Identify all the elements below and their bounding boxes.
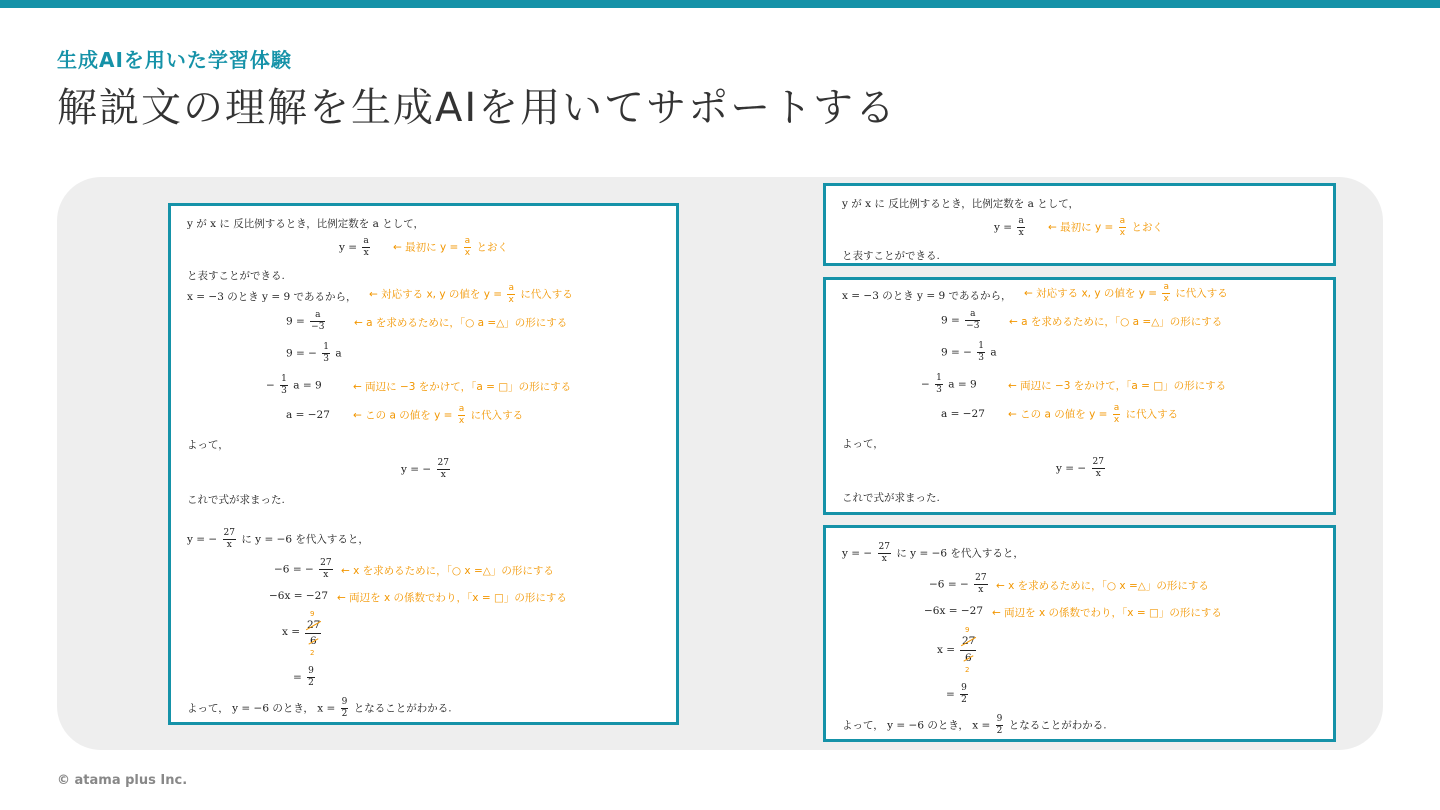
annotation: ← 両辺に −3 をかけて，「a = □」の形にする: [1008, 380, 1227, 392]
numerator: 1: [936, 373, 942, 383]
eq-tail: a = 9: [293, 379, 322, 392]
left-solution-card: [168, 203, 679, 725]
numerator: a: [464, 236, 471, 246]
eq-lhs: y = −: [1056, 462, 1087, 475]
text-line: これで式が求まった.: [842, 492, 940, 504]
equation: [994, 216, 1027, 239]
text-line: y が x に 反比例するとき，比例定数を a として，: [187, 218, 425, 230]
fraction: [341, 697, 349, 720]
annotation: [1024, 282, 1228, 305]
eq-tail: a: [990, 346, 997, 359]
eq-lhs: 9 =: [286, 315, 305, 328]
denominator: 2: [308, 678, 314, 688]
fraction: [974, 573, 987, 596]
numerator: a: [363, 236, 369, 246]
equation: [187, 528, 369, 551]
denominator: x: [508, 295, 514, 305]
numerator: 27: [1092, 457, 1104, 467]
eq-lhs: −6 = −: [274, 563, 314, 576]
text-line: よって，: [187, 439, 229, 451]
equation: [921, 373, 977, 396]
cancel-mark: 9: [965, 626, 970, 634]
denominator: x: [323, 570, 329, 580]
fraction: [310, 310, 325, 333]
equation: a = −27: [286, 409, 330, 421]
numerator: a: [965, 309, 980, 321]
fraction: [507, 283, 515, 306]
numerator: 9: [961, 683, 967, 693]
eq-lhs: よって， y = −6 のとき， x =: [187, 702, 336, 715]
numerator: a: [1119, 216, 1126, 226]
annotation-text: ← 最初に y =: [393, 241, 459, 254]
right-step1-card: [823, 183, 1336, 266]
fraction: [458, 404, 466, 427]
denominator: x: [458, 416, 465, 426]
annotation-text: ← 対応する x, y の値を y =: [369, 288, 503, 301]
equation: [339, 236, 372, 259]
equation: [401, 458, 452, 481]
numerator: 27: [437, 458, 449, 468]
top-accent-bar: [0, 0, 1440, 8]
fraction: [319, 558, 332, 581]
equation-lhs: x =: [282, 626, 301, 638]
eq-lhs: y =: [994, 221, 1013, 234]
right-step2-card: [823, 277, 1336, 515]
equation: −6x = −27: [269, 590, 329, 602]
fraction-bar: [305, 633, 321, 634]
equation: a = −27: [941, 408, 985, 420]
text-line: これで式が求まった.: [187, 494, 285, 506]
annotation: [369, 283, 573, 306]
eq-lhs: y =: [339, 241, 358, 254]
annotation: ← 両辺を x の係数でわり，「x = □」の形にする: [992, 607, 1222, 619]
slide-subtitle: 生成AIを用いた学習体験: [57, 48, 292, 72]
numerator: a: [1163, 282, 1169, 292]
eq-lhs: =: [293, 671, 302, 684]
text-line: と表すことができる.: [187, 270, 285, 282]
annotation: ← x を求めるために，「○ x =△」の形にする: [996, 580, 1209, 592]
equation: [286, 342, 342, 365]
annotation-tail: に代入する: [1125, 408, 1179, 421]
numerator: a: [310, 310, 325, 322]
equation: [1056, 457, 1107, 480]
denominator: x: [978, 585, 984, 595]
equation: [286, 310, 327, 333]
equation-lhs: x =: [937, 644, 956, 656]
fraction: [1092, 457, 1105, 480]
crossed-numerator: 27: [962, 635, 976, 647]
numerator: a: [1113, 403, 1120, 413]
equation: [266, 374, 322, 397]
annotation-text: ← 対応する x, y の値を y =: [1024, 287, 1158, 300]
annotation-tail: とおく: [1131, 221, 1164, 234]
eq-tail: となることがわかる.: [1008, 719, 1107, 732]
fraction: [935, 373, 943, 396]
numerator: 27: [320, 558, 332, 568]
fraction: [280, 374, 288, 397]
conclusion-line: [187, 697, 452, 720]
annotation: [1048, 216, 1163, 239]
eq-tail: に y = −6 を代入すると，: [896, 547, 1024, 560]
eq-tail: となることがわかる.: [353, 702, 452, 715]
text-line: x = −3 のとき y = 9 であるから，: [187, 291, 357, 303]
eq-lhs: y = −: [401, 463, 432, 476]
numerator: 1: [281, 374, 287, 384]
crossed-denominator: 6: [310, 635, 317, 647]
denominator: x: [1095, 469, 1101, 479]
numerator: 27: [975, 573, 987, 583]
equation: [293, 666, 317, 689]
slide-title: 解説文の理解を生成AIを用いてサポートする: [57, 85, 897, 131]
equation: [941, 309, 982, 332]
annotation: ← 両辺に −3 をかけて，「a = □」の形にする: [353, 381, 572, 393]
cancel-mark: 2: [965, 666, 970, 674]
fraction: [307, 666, 315, 689]
fraction: [1113, 403, 1121, 426]
fraction: [464, 236, 472, 259]
fraction: [322, 342, 330, 365]
numerator: 9: [308, 666, 314, 676]
annotation: ← x を求めるために，「○ x =△」の形にする: [341, 565, 554, 577]
fraction: [960, 683, 968, 706]
numerator: 27: [223, 528, 235, 538]
numerator: a: [1018, 216, 1024, 226]
equation: [842, 542, 1024, 565]
annotation-text: ← この a の値を y =: [353, 409, 453, 422]
equation: [941, 341, 997, 364]
denominator: 3: [936, 385, 942, 395]
text-line: x = −3 のとき y = 9 であるから，: [842, 290, 1012, 302]
text-line: と表すことができる.: [842, 250, 940, 262]
eq-lhs: 9 = −: [286, 347, 317, 360]
eq-lhs: −6 = −: [929, 578, 969, 591]
fraction: [1017, 216, 1024, 239]
denominator: 2: [996, 726, 1003, 736]
fraction: [977, 341, 985, 364]
numerator: 9: [341, 697, 348, 707]
text-line: y が x に 反比例するとき，比例定数を a として，: [842, 198, 1080, 210]
eq-lhs: 9 =: [941, 314, 960, 327]
numerator: a: [508, 283, 514, 293]
annotation-tail: に代入する: [470, 409, 524, 422]
denominator: 3: [281, 386, 287, 396]
fraction: [1119, 216, 1127, 239]
cancel-mark: 2: [310, 649, 315, 657]
numerator: 27: [878, 542, 890, 552]
denominator: x: [363, 248, 369, 258]
annotation: ← a を求めるために，「○ a =△」の形にする: [354, 317, 568, 329]
eq-lhs: −: [266, 379, 275, 392]
eq-lhs: =: [946, 688, 955, 701]
cancel-mark: 9: [310, 610, 315, 618]
fraction: [437, 458, 450, 481]
denominator: x: [881, 554, 887, 564]
numerator: 1: [323, 342, 330, 352]
eq-lhs: y = −: [842, 547, 873, 560]
equation: [274, 558, 335, 581]
denominator: 2: [341, 709, 348, 719]
fraction: [878, 542, 891, 565]
eq-lhs: −: [921, 378, 930, 391]
denominator: x: [1163, 294, 1169, 304]
text-line: よって，: [842, 438, 884, 450]
annotation-text: ← この a の値を y =: [1008, 408, 1108, 421]
denominator: x: [440, 470, 446, 480]
annotation: [1008, 403, 1178, 426]
denominator: x: [226, 540, 232, 550]
denominator: x: [464, 248, 471, 258]
equation: [946, 683, 970, 706]
equation: [929, 573, 990, 596]
fraction: [1162, 282, 1170, 305]
annotation: [353, 404, 523, 427]
right-step3-card: [823, 525, 1336, 742]
annotation-tail: とおく: [476, 241, 509, 254]
numerator: 9: [996, 714, 1003, 724]
copyright-notice: © atama plus Inc.: [57, 773, 188, 788]
fraction: [996, 714, 1004, 737]
denominator: 3: [323, 354, 330, 364]
numerator: a: [458, 404, 465, 414]
fraction: [362, 236, 369, 259]
eq-tail: a = 9: [948, 378, 977, 391]
eq-lhs: よって， y = −6 のとき， x =: [842, 719, 991, 732]
eq-tail: に y = −6 を代入すると，: [241, 533, 369, 546]
eq-lhs: y = −: [187, 533, 218, 546]
denominator: −3: [966, 321, 980, 331]
annotation: ← 両辺を x の係数でわり，「x = □」の形にする: [337, 592, 567, 604]
denominator: −3: [311, 322, 325, 332]
eq-tail: a: [335, 347, 342, 360]
annotation-tail: に代入する: [1175, 287, 1228, 300]
numerator: 1: [978, 341, 985, 351]
denominator: 2: [961, 695, 967, 705]
denominator: x: [1018, 228, 1024, 238]
conclusion-line: [842, 714, 1107, 737]
annotation-tail: に代入する: [520, 288, 573, 301]
fraction-bar: [960, 650, 976, 651]
fraction: [965, 309, 980, 332]
eq-lhs: 9 = −: [941, 346, 972, 359]
fraction: [223, 528, 236, 551]
crossed-denominator: 6: [965, 652, 972, 664]
annotation-text: ← 最初に y =: [1048, 221, 1114, 234]
annotation: ← a を求めるために，「○ a =△」の形にする: [1009, 316, 1223, 328]
denominator: 3: [978, 353, 985, 363]
crossed-numerator: 27: [307, 619, 321, 631]
annotation: [393, 236, 508, 259]
denominator: x: [1113, 415, 1120, 425]
equation: −6x = −27: [924, 605, 984, 617]
denominator: x: [1119, 228, 1126, 238]
